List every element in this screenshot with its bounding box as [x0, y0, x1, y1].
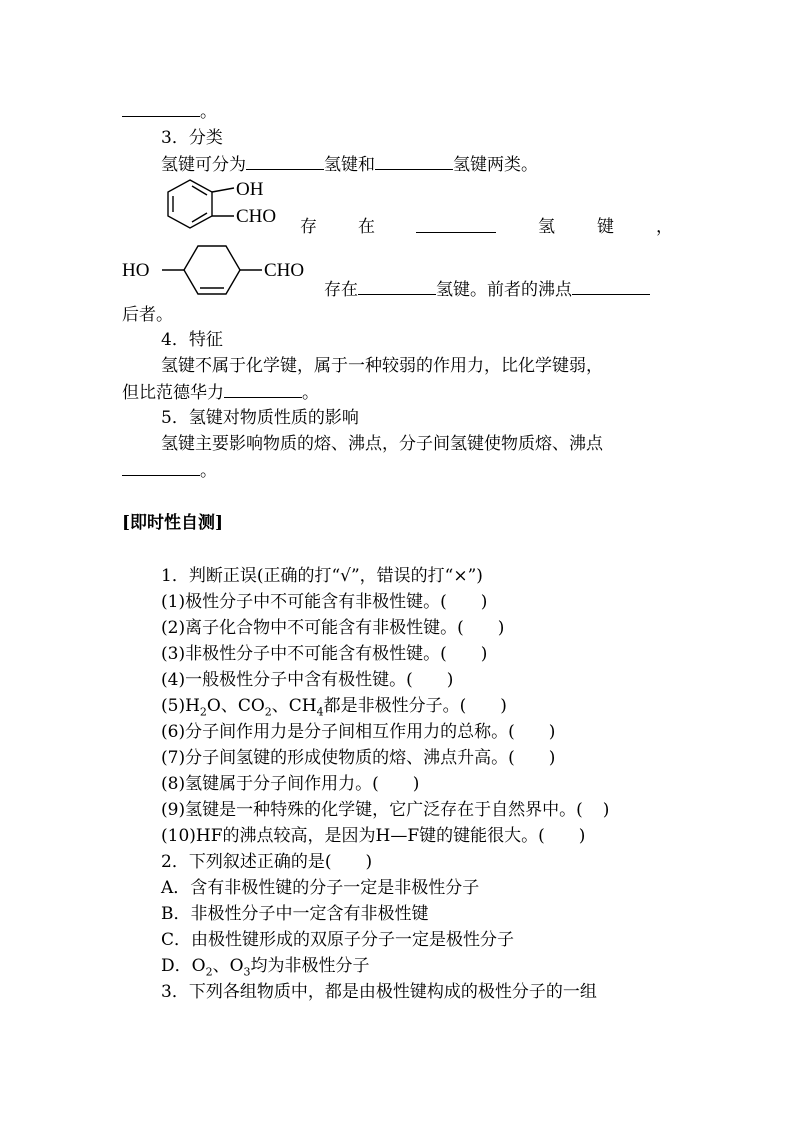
- end-mark: 。: [200, 102, 217, 122]
- answer-line: [416, 214, 496, 240]
- ho-label: HO: [122, 260, 150, 281]
- item-text: (2)离子化合物中不可能含有非极性键。(: [161, 618, 464, 638]
- answer-blank: [122, 457, 200, 476]
- cho-label: CHO: [264, 260, 305, 281]
- question-1: 1．判断正误(正确的打“√”，错误的打“×”): [161, 566, 483, 586]
- item-close: ): [480, 592, 488, 612]
- item-text: (7)分子间氢键的形成使物质的熔、沸点升高。(: [161, 748, 515, 768]
- cho-label: CHO: [236, 206, 277, 227]
- item-close: ): [602, 800, 610, 820]
- answer-blank: [358, 276, 436, 295]
- judge-item-4: [161, 667, 453, 693]
- section-5-line2: [122, 457, 217, 483]
- item-close: ): [500, 696, 507, 716]
- text-fragment: 氢键。前者的沸点: [436, 280, 572, 300]
- option-d: [161, 953, 370, 979]
- item-close: ): [412, 774, 420, 794]
- answer-line: [122, 98, 217, 124]
- option-b: B．非极性分子中一定含有非极性键: [161, 904, 429, 924]
- judge-item-5: [161, 693, 507, 719]
- item-text: (8)氢键属于分子间作用力。(: [161, 774, 379, 794]
- text-fragment: 氢键和: [324, 155, 375, 175]
- text-fragment: 但比范德华力: [122, 383, 224, 403]
- text-fragment: 。: [302, 383, 319, 403]
- answer-blank: [572, 276, 650, 295]
- exist-word-5: ，: [656, 217, 673, 237]
- item-text: D．O: [161, 956, 206, 976]
- judge-item-6: [161, 719, 555, 745]
- answer-blank: [416, 214, 496, 233]
- text-fragment: 存在: [324, 280, 358, 300]
- item-text: (3)非极性分子中不可能含有极性键。(: [161, 644, 447, 664]
- text-fragment: 氢键两类。: [453, 155, 538, 175]
- item-text: 、CH: [271, 696, 317, 716]
- text-fragment: 氢键可分为: [161, 155, 246, 175]
- item-text: (1)极性分子中不可能含有非极性键。(: [161, 592, 447, 612]
- question-3: 3．下列各组物质中，都是由极性键构成的极性分子的一组: [161, 982, 597, 1002]
- answer-blank: [122, 98, 200, 117]
- item-close: ): [497, 618, 505, 638]
- exist-word-1: 存: [300, 217, 317, 237]
- ortho-hydroxybenzaldehyde-structure: [160, 176, 300, 236]
- section-4-heading: 4．特征: [161, 330, 223, 350]
- section-3-tail: 后者。: [122, 305, 173, 325]
- item-close: ): [365, 852, 373, 872]
- item-text: 均为非极性分子: [250, 956, 370, 976]
- selftest-title: [即时性自测]: [122, 513, 224, 533]
- exist-word-4: 键: [597, 217, 614, 237]
- item-close: ): [446, 670, 454, 690]
- item-close: ): [480, 644, 488, 664]
- section-3-heading: 3．分类: [161, 128, 223, 148]
- item-text: (6)分子间作用力是分子间相互作用力的总称。(: [161, 722, 515, 742]
- judge-item-7: [161, 745, 555, 771]
- item-close: ): [548, 748, 556, 768]
- judge-item-3: [161, 641, 487, 667]
- option-c: C．由极性键形成的双原子分子一定是极性分子: [161, 930, 515, 950]
- question-2: [161, 849, 372, 875]
- subscript: 2: [205, 965, 213, 979]
- section-5-heading: 5．氢键对物质性质的影响: [161, 408, 359, 428]
- judge-item-9: [161, 797, 609, 823]
- answer-blank: [246, 151, 324, 170]
- subscript: 3: [243, 965, 251, 979]
- oh-label: OH: [236, 179, 264, 200]
- exist-word-2: 在: [358, 217, 375, 237]
- section-3-line-para: [324, 276, 650, 302]
- exist-word-3: 氢: [538, 217, 555, 237]
- section-4-line1: 氢键不属于化学键，属于一种较弱的作用力，比化学键弱，: [161, 356, 603, 376]
- section-3-line1: [161, 151, 538, 177]
- item-text: 都是非极性分子。(: [323, 696, 467, 716]
- subscript: 2: [199, 705, 207, 719]
- item-text: O、CO: [206, 696, 265, 716]
- item-text: (9)氢键是一种特殊的化学键，它广泛存在于自然界中。(: [161, 800, 583, 820]
- option-a: A．含有非极性键的分子一定是非极性分子: [161, 878, 480, 898]
- judge-item-10: [161, 823, 585, 849]
- subscript: 4: [316, 705, 324, 719]
- item-close: ): [578, 826, 586, 846]
- judge-item-1: [161, 589, 487, 615]
- item-close: ): [548, 722, 556, 742]
- judge-item-2: [161, 615, 504, 641]
- answer-blank: [375, 151, 453, 170]
- subscript: 2: [264, 705, 272, 719]
- answer-blank: [224, 379, 302, 398]
- para-hydroxybenzaldehyde-structure: [122, 242, 322, 298]
- section-4-line2: [122, 379, 319, 405]
- item-text: (10)HF的沸点较高，是因为H—F键的键能很大。(: [161, 826, 545, 846]
- judge-item-8: [161, 771, 419, 797]
- text-fragment: 。: [200, 461, 217, 481]
- item-text: 2．下列叙述正确的是(: [161, 852, 332, 872]
- item-text: 、O: [212, 956, 244, 976]
- item-text: (5)H: [161, 696, 200, 716]
- section-5-line1: 氢键主要影响物质的熔、沸点，分子间氢键使物质熔、沸点: [161, 434, 603, 454]
- item-text: (4)一般极性分子中含有极性键。(: [161, 670, 413, 690]
